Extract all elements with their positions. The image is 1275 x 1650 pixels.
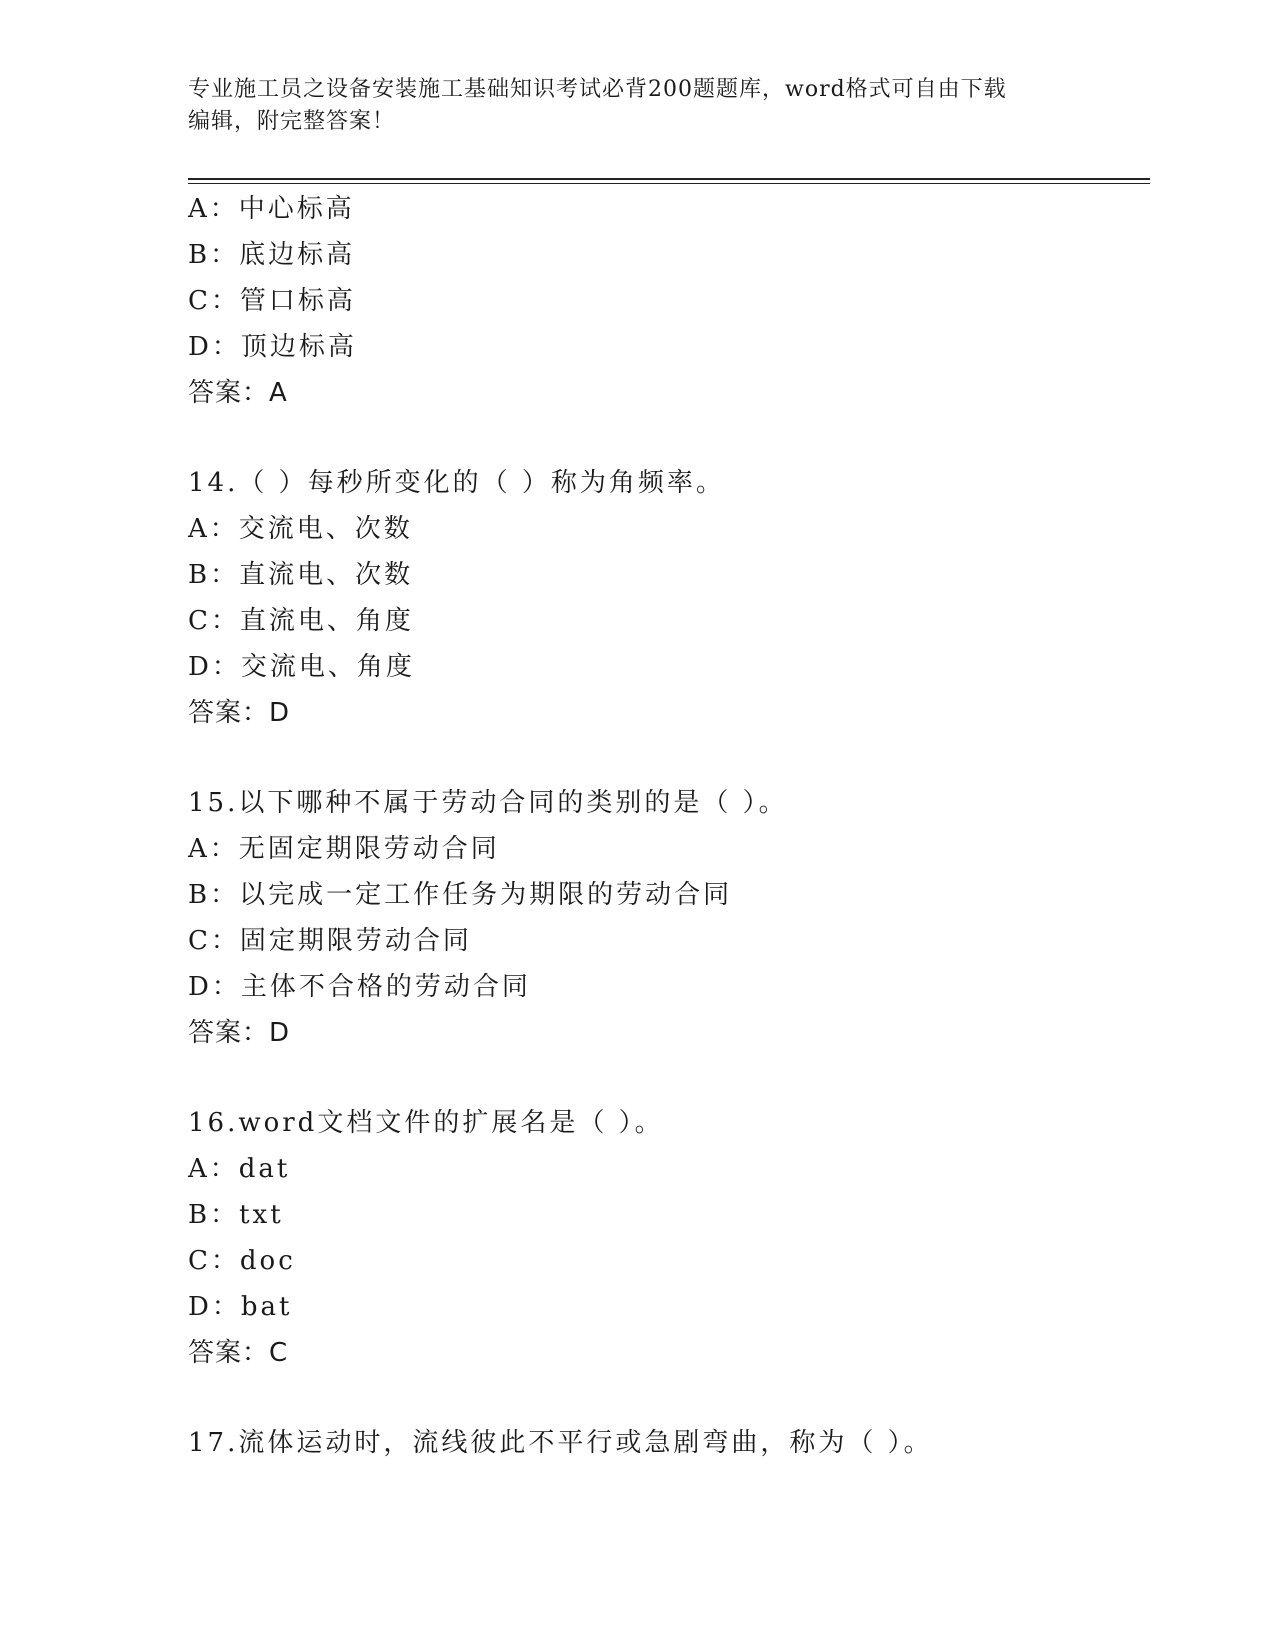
- spacer: [188, 416, 1148, 460]
- option-c: C：doc: [188, 1246, 296, 1276]
- option-a: A：无固定期限劳动合同: [188, 834, 500, 864]
- spacer: [188, 736, 1148, 780]
- question-15-block: [188, 780, 1148, 1056]
- option-c: C：直流电、角度: [188, 606, 414, 636]
- option-b: B：txt: [188, 1200, 284, 1230]
- option-b: B：底边标高: [188, 240, 356, 270]
- question-13-block: [188, 186, 1148, 416]
- document-header: [188, 74, 1068, 138]
- header-title-line-1: 专业施工员之设备安装施工基础知识考试必背200题题库，word格式可自由下载: [188, 77, 1007, 102]
- answer: 答案：D: [188, 1018, 291, 1048]
- header-divider-thick: [188, 178, 1150, 180]
- option-c: C：管口标高: [188, 286, 356, 316]
- option-a: A：dat: [188, 1154, 291, 1184]
- option-d: D：交流电、角度: [188, 652, 415, 682]
- header-title-line-2: 编辑，附完整答案！: [188, 109, 396, 134]
- question-text: 15.以下哪种不属于劳动合同的类别的是（ ）。: [188, 788, 788, 818]
- option-d: D：顶边标高: [188, 332, 357, 362]
- answer: 答案：C: [188, 1338, 289, 1368]
- spacer: [188, 1056, 1148, 1100]
- question-text: 14.（ ）每秒所变化的（ ）称为角频率。: [188, 468, 725, 498]
- option-d: D：bat: [188, 1292, 293, 1322]
- option-a: A：交流电、次数: [188, 514, 413, 544]
- option-b: B：直流电、次数: [188, 560, 414, 590]
- question-16-block: [188, 1100, 1148, 1376]
- answer: 答案：A: [188, 378, 288, 408]
- option-c: C：固定期限劳动合同: [188, 926, 472, 956]
- question-text: 17.流体运动时，流线彼此不平行或急剧弯曲，称为（ ）。: [188, 1428, 933, 1458]
- question-17-block: [188, 1420, 1148, 1466]
- question-list: [188, 186, 1148, 1466]
- question-text: 16.word文档文件的扩展名是（ ）。: [188, 1108, 664, 1138]
- option-d: D：主体不合格的劳动合同: [188, 972, 531, 1002]
- option-b: B：以完成一定工作任务为期限的劳动合同: [188, 880, 733, 910]
- option-a: A：中心标高: [188, 194, 355, 224]
- question-14-block: [188, 460, 1148, 736]
- header-divider-thin: [188, 183, 1150, 184]
- spacer: [188, 1376, 1148, 1420]
- answer: 答案：D: [188, 698, 291, 728]
